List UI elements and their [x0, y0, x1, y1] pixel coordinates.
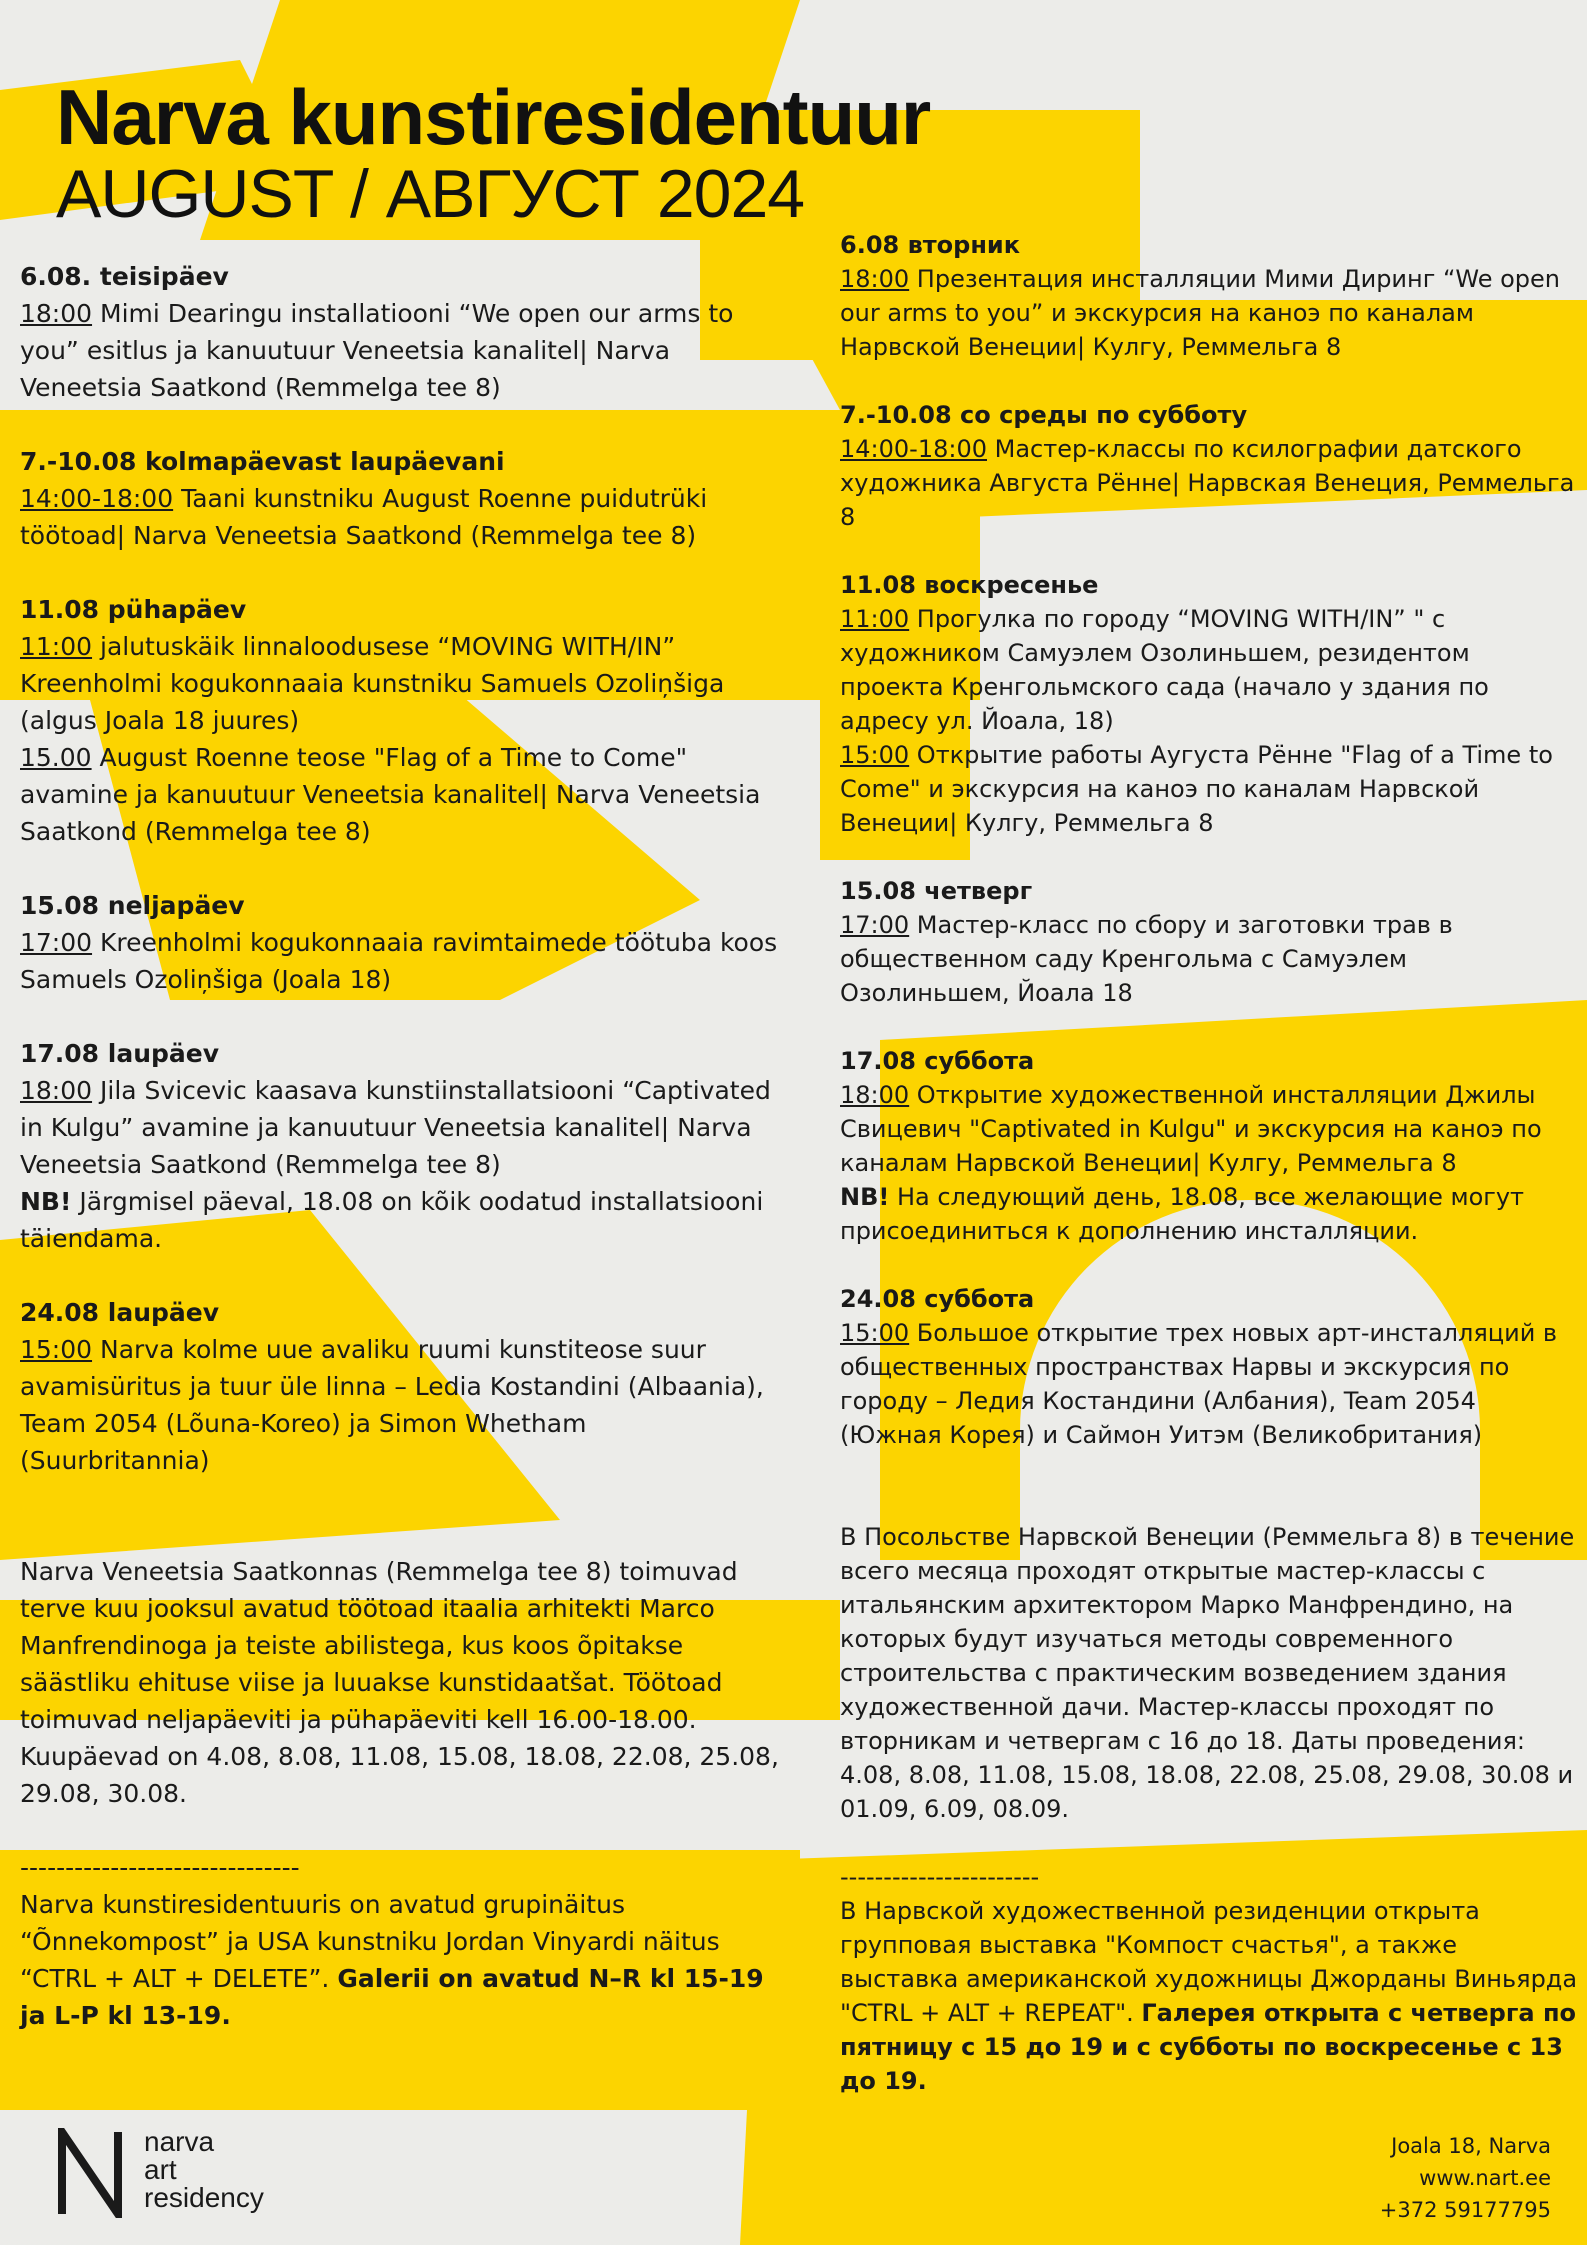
event-description: Прогулка по городу “MOVING WITH/IN” " с художником Самуэлем Озолиньшем, резидентом проекта Кренгольмского сада (начало у здания по адресу ул. Йоала, 18) [840, 605, 1489, 735]
event-date: 6.08 вторник [840, 231, 1021, 259]
event-item [840, 602, 1580, 738]
event-date: 11.08 pühapäev [20, 595, 247, 624]
event-block [20, 443, 780, 554]
schedule-russian [840, 228, 1580, 2098]
event-time: 15:00 [840, 741, 910, 769]
nb-label: NB! [840, 1183, 890, 1211]
event-item [20, 1331, 780, 1479]
event-description: Kreenholmi kogukonnaaia ravimtaimede töötuba koos Samuels Ozoliņšiga (Joala 18) [20, 928, 778, 994]
event-note [20, 1183, 780, 1257]
event-item [840, 1078, 1580, 1180]
nb-label: NB! [20, 1187, 72, 1216]
separator: ----------------------- [840, 1863, 1040, 1891]
event-item [840, 1316, 1580, 1452]
event-description: jalutuskäik linnaloodusese “MOVING WITH/IN” Kreenholmi kogukonnaaia kunstniku Samuels Ozoliņšiga (algus Joala 18 juures) [20, 632, 725, 735]
event-time: 18:00 [840, 1081, 910, 1109]
event-block [20, 1035, 780, 1257]
contact-info [1380, 2130, 1551, 2226]
event-date: 24.08 суббота [840, 1285, 1035, 1313]
event-block [20, 1294, 780, 1479]
event-description: Mimi Dearingu installatiooni “We open our arms to you” esitlus ja kanuutuur Veneetsia kanalitel| Narva Veneetsia Saatkond (Remmelga tee 8) [20, 299, 734, 402]
event-time: 17:00 [20, 928, 93, 957]
event-description: Презентация инсталляции Мими Диринг “We open our arms to you” и экскурсия на каноэ по каналам Нарвской Венеции| Кулгу, Реммельга 8 [840, 265, 1560, 361]
logo-n-mark-icon [58, 2128, 138, 2218]
contact-website[interactable]: www.nart.ee [1419, 2166, 1551, 2190]
event-item [20, 295, 780, 406]
event-description: Открытие работы Аугуста Рённе "Flag of a Time to Come" и экскурсия на каноэ по каналам Нарвской Венеции| Кулгу, Реммельга 8 [840, 741, 1553, 837]
event-time: 18:00 [20, 299, 93, 328]
event-date: 11.08 воскресенье [840, 571, 1099, 599]
nb-text: Järgmisel päeval, 18.08 on kõik oodatud installatsiooni täiendama. [20, 1187, 764, 1253]
contact-address: Joala 18, Narva [1391, 2134, 1551, 2158]
event-item [20, 628, 780, 739]
event-block [840, 874, 1580, 1010]
event-block [840, 398, 1580, 534]
event-block [840, 1044, 1580, 1248]
narva-art-residency-logo [58, 2128, 318, 2218]
event-description: Мастер-классы по ксилографии датского художника Августа Рённе| Нарвская Венеция, Реммельга 8 [840, 435, 1575, 531]
event-block [840, 568, 1580, 840]
schedule-estonian [20, 258, 780, 2034]
event-time: 18:00 [20, 1076, 93, 1105]
event-date: 17.08 суббота [840, 1047, 1035, 1075]
event-time: 17:00 [840, 911, 910, 939]
workshop-info: Narva Veneetsia Saatkonnas (Remmelga tee 8) toimuvad terve kuu jooksul avatud töötoad itaalia arhitekti Marco Manfrendinoga ja teiste abilistega, kus koos õpitakse säästliku ehituse viise ja luuakse kunstidaatšat. Töötoad toimuvad neljapäeviti ja pühapäeviti kell 16.00-18.00. Kuupäevad on 4.08, 8.08, 11.08, 15.08, 18.08, 22.08, 25.08, 29.08, 30.08. [20, 1557, 779, 1808]
event-description: Открытие художественной инсталляции Джилы Свицевич "Captivated in Kulgu" и экскурсия на каноэ по каналам Нарвской Венеции| Кулгу, Реммельга 8 [840, 1081, 1542, 1177]
event-block [840, 1282, 1580, 1452]
event-date: 15.08 четверг [840, 877, 1033, 905]
event-description: Taani kunstniku August Roenne puidutrüki töötoad| Narva Veneetsia Saatkond (Remmelga tee 8) [20, 484, 708, 550]
logo-wordmark [144, 2128, 264, 2212]
event-description: Jila Svicevic kaasava kunstiinstallatsiooni “Captivated in Kulgu” avamine ja kanuutuur Veneetsia kanalitel| Narva Veneetsia Saatkond (Remmelga tee 8) [20, 1076, 771, 1179]
event-description: Большое открытие трех новых арт-инсталляций в общественных пространствах Нарвы и экскурсия по городу – Ледия Костандини (Албания), Team 2054 (Южная Корея) и Саймон Уитэм (Великобритания) [840, 1319, 1558, 1449]
event-time: 18:00 [840, 265, 910, 293]
event-block [840, 228, 1580, 364]
event-block [20, 887, 780, 998]
event-block [20, 591, 780, 850]
event-time: 14:00-18:00 [840, 435, 987, 463]
nb-text: На следующий день, 18.08, все желающие могут присоединиться к дополнению инсталляции. [840, 1183, 1525, 1245]
event-time: 15.00 [20, 743, 92, 772]
event-note [840, 1180, 1580, 1248]
event-time: 14:00-18:00 [20, 484, 174, 513]
event-item [20, 1072, 780, 1183]
event-block [20, 258, 780, 406]
event-item [840, 432, 1580, 534]
workshop-info: В Посольстве Нарвской Венеции (Реммельга 8) в течение всего месяца проходят открытые мастер-классы с итальянским архитектором Марко Манфрендино, на которых будут изучаться методы современного строительства с практическим возведением здания художественной дачи. Мастер-классы проходят по вторникам и четвергам с 16 до 18. Даты проведения: 4.08, 8.08, 11.08, 15.08, 18.08, 22.08, 25.08, 29.08, 30.08 и 01.09, 6.09, 08.09. [840, 1523, 1575, 1823]
event-item [20, 480, 780, 554]
event-time: 11:00 [840, 605, 910, 633]
separator: ------------------------------- [20, 1853, 300, 1882]
event-item [20, 924, 780, 998]
event-date: 17.08 laupäev [20, 1039, 220, 1068]
gallery-info [20, 1886, 780, 2034]
gallery-info [840, 1894, 1580, 2098]
event-date: 6.08. teisipäev [20, 262, 229, 291]
event-date: 15.08 neljapäev [20, 891, 245, 920]
event-item [840, 738, 1580, 840]
event-description: August Roenne teose "Flag of a Time to Come" avamine ja kanuutuur Veneetsia kanalitel| Narva Veneetsia Saatkond (Remmelga tee 8) [20, 743, 761, 846]
gallery-hours: Galerii on avatud N–R kl 15-19 ja L-P kl 13-19. [20, 1964, 764, 2030]
logo-line: residency [144, 2182, 264, 2213]
gallery-hours: Галерея открыта с четверга по пятницу с 15 до 19 и с субботы по воскресенье с 13 до 19. [840, 1999, 1577, 2095]
event-time: 11:00 [20, 632, 93, 661]
contact-phone[interactable]: +372 59177795 [1379, 2198, 1551, 2222]
event-description: Мастер-класс по сбору и заготовки трав в общественном саду Кренгольма с Самуэлем Озолиньшем, Йоала 18 [840, 911, 1453, 1007]
page-title: Narva kunstiresidentuur [56, 73, 931, 161]
event-date: 24.08 laupäev [20, 1298, 220, 1327]
event-item [20, 739, 780, 850]
event-description: Narva kolme uue avaliku ruumi kunstiteose suur avamisüritus ja tuur üle linna – Ledia Kostandini (Albaania), Team 2054 (Lõuna-Koreo) ja Simon Whetham (Suurbritannia) [20, 1335, 764, 1475]
logo-line: art [144, 2154, 177, 2185]
event-date: 7.-10.08 со среды по субботу [840, 401, 1248, 429]
gallery-text: В Нарвской художественной резиденции открыта групповая выставка "Компост счастья", а также выставка американской художницы Джорданы Виньярда "CTRL + ALT + REPEAT". [840, 1897, 1578, 2027]
event-item [840, 262, 1580, 364]
event-time: 15:00 [840, 1319, 910, 1347]
event-time: 15:00 [20, 1335, 93, 1364]
logo-line: narva [144, 2126, 215, 2157]
event-item [840, 908, 1580, 1010]
page-subtitle: AUGUST / АВГУСТ 2024 [56, 156, 805, 232]
event-date: 7.-10.08 kolmapäevast laupäevani [20, 447, 505, 476]
gallery-text: Narva kunstiresidentuuris on avatud grupinäitus “Õnnekompost” ja USA kunstniku Jordan Vinyardi näitus “CTRL + ALT + DELETE”. [20, 1890, 720, 1993]
